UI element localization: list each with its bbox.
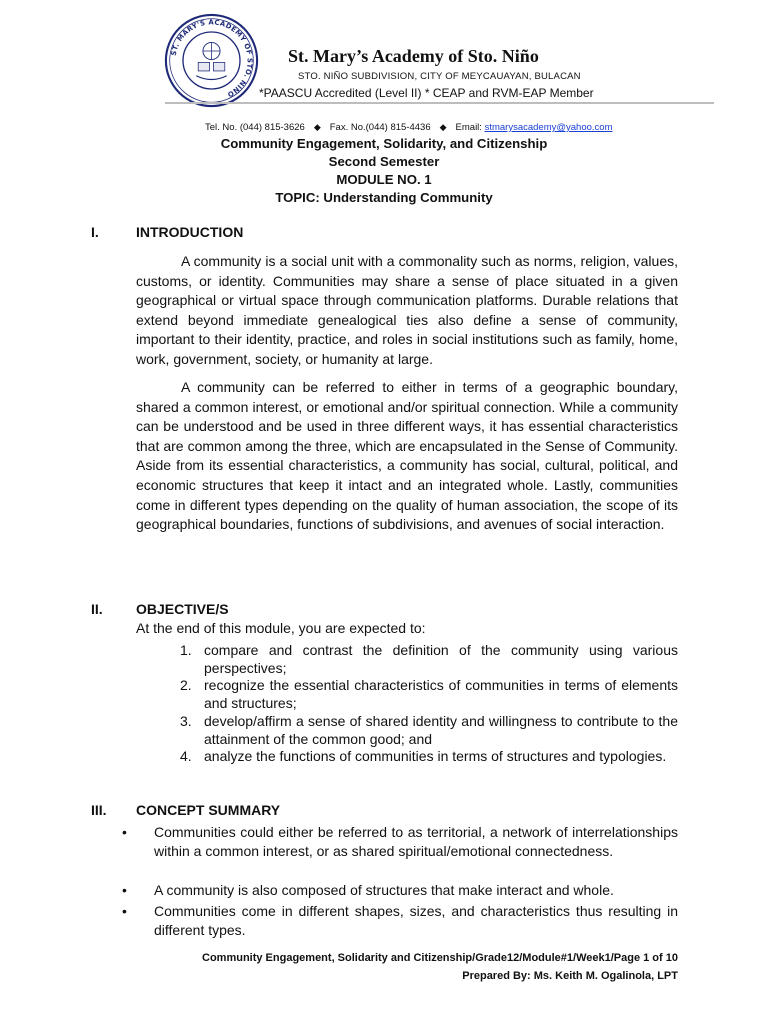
school-name: St. Mary’s Academy of Sto. Niño [288,46,539,66]
subject-title: Community Engagement, Solidarity, and Citizenship [220,136,548,151]
telephone: Tel. No. (044) 815-3626 [205,122,305,133]
summary-text: Communities come in different shapes, sizes, and characteristics thus resulting in different types. [154,903,678,938]
seal-text: ST. MARY'S ACADEMY OF STO. NIÑO [169,18,254,99]
objective-item [180,641,678,677]
summary-bullet [122,902,678,940]
bullet-icon: • [122,903,127,919]
page-number: 1 [643,952,650,964]
objective-text: develop/affirm a sense of shared identity and willingness to contribute to the attainment of the common good; and [204,713,678,747]
section-number: I. [91,224,99,240]
section-number: III. [91,802,107,818]
contact-line [205,122,613,133]
objective-text: compare and contrast the definition of the community using various perspectives; [204,642,678,676]
introduction-paragraph: A community is a social unit with a commonality such as norms, religion, values, customs, or identity. Communities may share a sense of place situated in a given geographical or virtual space through communication platforms. Durable relations that extend beyond immediate genealogical ties also define a sense of community, important to their identity, practice, and roles in social institutions such as family, home, work, government, society, or humanity at large. [136,253,678,367]
topic-title: TOPIC: Understanding Community [275,190,493,205]
objectives-intro: At the end of this module, you are expected to: [136,620,426,636]
objective-item [180,676,678,712]
summary-text: A community is also composed of structures that make interact and whole. [154,882,614,898]
objective-number: 1. [180,642,192,658]
semester-title: Second Semester [328,154,440,169]
objective-text: recognize the essential characteristics of communities in terms of elements and structures; [204,677,678,711]
page-of: of [649,952,666,964]
summary-bullet [122,823,678,861]
summary-text: Communities could either be referred to as territorial, a network of interrelationships within a common interest, or as shared spiritual/emotional connectedness. [154,824,678,859]
school-address: STO. NIÑO SUBDIVISION, CITY OF MEYCAUAYAN, BULACAN [298,71,581,82]
diamond-separator-icon: ◆ [439,122,447,132]
module-title: MODULE NO. 1 [336,172,432,187]
objective-number: 3. [180,713,192,729]
section-heading-objectives: OBJECTIVE/S [136,601,229,617]
fax: Fax. No.(044) 815-4436 [329,122,431,133]
objective-text: analyze the functions of communities in terms of structures and typologies. [204,748,667,764]
header-divider [165,102,714,104]
school-seal-logo [164,13,259,108]
email-label: Email: [455,122,482,133]
section-heading-concept-summary: CONCEPT SUMMARY [136,802,281,818]
bullet-icon: • [122,824,127,840]
introduction-paragraph: A community can be referred to either in terms of a geographic boundary, shared a common interest, or emotional and/or spiritual connection. While a community can be understood and be used in three different ways, it has essential characteristics that are common among the three, which are encapsulated in the Sense of Community. Aside from its essential characteristics, a community has social, cultural, political, and economic structures that keep it intact and an integrated whole. Lastly, communities come in different types depending on the quality of human association, the scope of its geographical boundaries, functions of subdivisions, and avenues of social interaction. [136,379,678,533]
footer-prepared-by: Prepared By: Ms. Keith M. Ogalinola, LPT [462,970,678,982]
objective-number: 4. [180,748,192,764]
section-heading-introduction: INTRODUCTION [136,224,244,240]
footer-course-text: Community Engagement, Solidarity and Citizenship/Grade12/Module#1/Week1/Page [202,952,644,964]
summary-bullet [122,881,678,900]
diamond-separator-icon: ◆ [313,122,321,132]
objective-number: 2. [180,677,192,693]
section-number: II. [91,601,103,617]
footer-course-line [202,952,678,964]
bullet-icon: • [122,882,127,898]
page-total: 10 [665,952,678,964]
email-link[interactable]: stmarysacademy@yahoo.com [484,122,613,133]
accreditation-line: *PAASCU Accredited (Level II) * CEAP and RVM-EAP Member [259,86,594,100]
objective-item [180,747,678,765]
objective-item [180,712,678,748]
